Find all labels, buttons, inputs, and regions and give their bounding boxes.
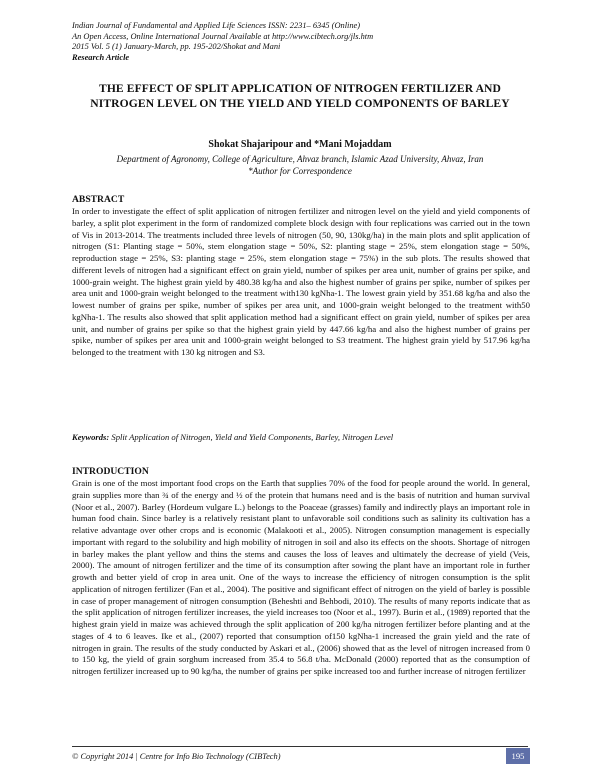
affiliation-block — [0, 154, 600, 177]
correspondence-note: *Author for Correspondence — [248, 165, 352, 176]
keywords-text: Split Application of Nitrogen, Yield and Yield Components, Barley, Nitrogen Level — [111, 432, 394, 442]
affiliation: Department of Agronomy, College of Agriculture, Ahvaz branch, Islamic Azad University, Ahvaz, Iran — [116, 154, 484, 164]
introduction-heading: INTRODUCTION — [72, 466, 149, 477]
page-number: 195 — [506, 748, 530, 764]
keywords-label: Keywords: — [72, 432, 110, 442]
journal-name: Indian Journal of Fundamental and Applied Life Sciences ISSN: 2231– 6345 (Online) — [72, 21, 361, 30]
journal-header — [72, 21, 373, 63]
footer-rule — [72, 746, 528, 747]
paper-title: THE EFFECT OF SPLIT APPLICATION OF NITROGEN FERTILIZER AND NITROGEN LEVEL ON THE YIELD AND YIELD COMPONENTS OF BARLEY — [90, 82, 510, 110]
keywords-line — [72, 432, 530, 442]
introduction-text: Grain is one of the most important food crops on the Earth that supplies 70% of the food for people around the world. In general, grain supplies more than ¾ of the energy and ½ of the protein that humans need and is the basis of nutrition and human survival (Noor et al., 2007). Barley (Hordeum vulgare L.) belongs to the Poaceae (grasses) family and indirectly plays an important role in human food chain. Since barley is a relatively resistant plant to unfavorable soil conditions such as salinity its cultivation has a relative advantage over other crops and is economic (Malakooti et al., 2005). Nitrogen consumption management is especially important with regard to the solubility and high mobility of nitrogen in soil and also its effects on the shoots. Shortage of nitrogen in barley makes the plant yellow and thins the stems and causes the loss of leaves and ultimately the decrease of yield (Veis, 2000). The amount of nitrogen fertilizer and the time of its consumption after sowing the plant have an important role in further growth and better yield of crop in area unit. One of the ways to increase the efficiency of nitrogen consumption is the split application of nitrogen fertilizer (Fan et al., 2004). The positive and significant effect of nitrogen on the yield of barley is possible in case of proper management of nitrogen consumption (Beheshti and Behbodi, 2010). The results of many reports indicate that as the split application of nitrogen fertilizer increases, the yield increases too (Noor et al., 1997). Burin et al., (1989) reported that the highest grain yield in maize was achieved through the split application of 200 kg/ha nitrogen fertilizer before planting and at the stages of 4 to 6 leaves. Ike et al., (2007) reported that consumption of150 kgNha-1 increased the grain yield and the rate of nitrogen in grain. The results of the study conducted by Askari et al., (2006) showed that as the level of nitrogen increased from 0 to 150 kg, the yield of grain sorghum increased from 35.4 to 56.8 t/ha. McDonald (2000) reported that as the consumption of nitrogen fertilizer increased up to 90 kg/ha, the number of grains per spike increased too and further increase of nitrogen fertilizer — [72, 478, 530, 676]
article-type: Research Article — [72, 52, 130, 62]
copyright-text: © Copyright 2014 | Centre for Info Bio Technology (CIBTech) — [72, 752, 281, 761]
journal-issue: 2015 Vol. 5 (1) January-March, pp. 195-202/Shokat and Mani — [72, 42, 281, 52]
abstract-heading: ABSTRACT — [72, 194, 125, 205]
abstract-text: In order to investigate the effect of split application of nitrogen fertilizer and nitrogen level on the yield and yield components of barley, a split plot experiment in the form of randomized complete block design with four replications was carried out in the town of Vis in 2013-2014. The treatments included three levels of nitrogen (50, 90, 130kg/ha) in the main plots and split application of nitrogen (S1: Planting stage = 50%, stem elongation stage = 50%, S2: planting stage = 25%, stem elongation stage = 50%, reproduction stage = 25%, S3: planting stage = 25%, stem elongation stage = 75%) in the sub plots. The results showed that different levels of nitrogen had a significant effect on grain yield, number of spikes per area unit, number of grains per spike, and 1000-grain weight. The highest grain yield by 480.38 kg/ha and also the highest number of grains per spike, number of spikes per area unit and 1000-grain weight belonged to the treatment with130 kgNha-1. The lowest grain yield by 351.68 kg/ha and also the lowest number of grains per spike, number of spikes per area unit, and 1000-grain weight belonged to the treatment with50 kgNha-1. The results also showed that split application method had a significant effect on grain yield, number of spikes per area unit, and number of grains per spike so that the highest grain yield by 447.66 kg/ha and also the highest number of grains per spike, number of spikes per area unit and 1000-grain weight belonged to S3 treatment. The highest grain yield by 517.96 kg/ha belonged to the treatment with 130 kg nitrogen and S3. — [72, 206, 530, 357]
journal-access: An Open Access, Online International Journal Available at http://www.cibtech.org/jls.htm — [72, 31, 374, 41]
authors: Shokat Shajaripour and *Mani Mojaddam — [208, 139, 392, 150]
